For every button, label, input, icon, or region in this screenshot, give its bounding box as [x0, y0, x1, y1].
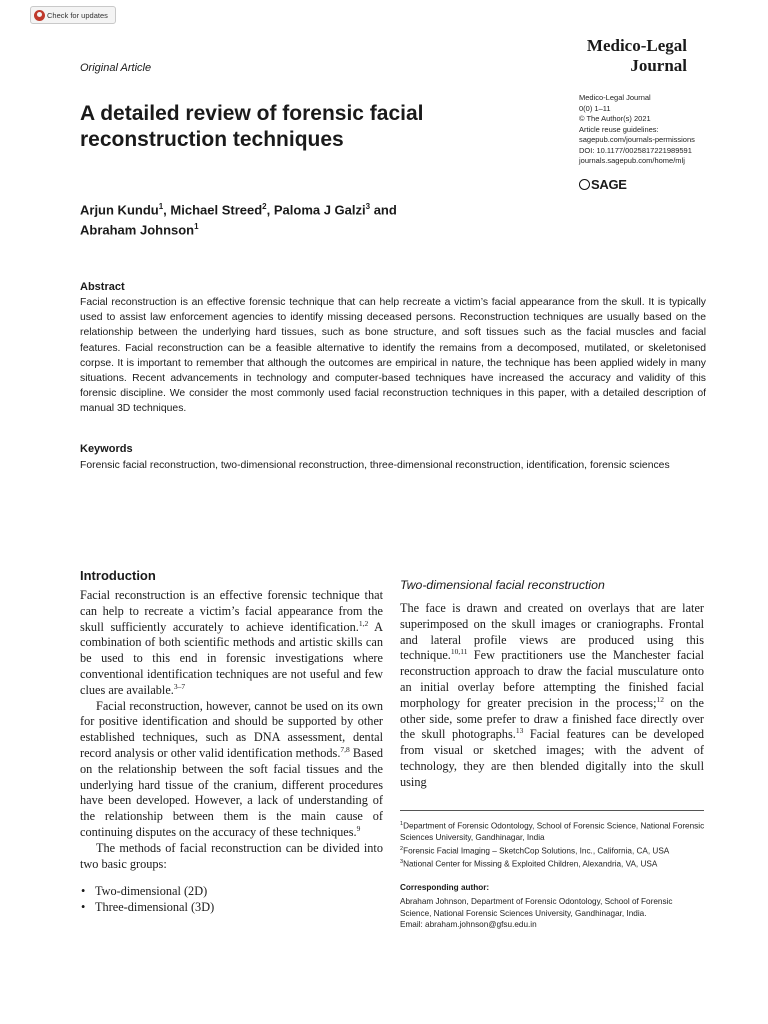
- author-separator: and: [370, 202, 397, 218]
- introduction-heading: Introduction: [80, 568, 156, 583]
- citation-ref[interactable]: 9: [356, 823, 361, 833]
- affiliation-item: [400, 819, 720, 844]
- corresponding-author-address: Abraham Johnson, Department of Forensic Odontology, School of Forensic Science, National Forensic Sciences University, Gandhinagar, India.: [400, 897, 673, 918]
- affiliation-number: 2: [400, 845, 404, 852]
- author-name[interactable]: Paloma J Galzi: [273, 202, 366, 218]
- meta-volume: 0(0) 1–11: [579, 103, 611, 113]
- two-d-paragraph: [400, 601, 704, 791]
- paragraph-text: A combination of both scientific methods and artistic skills can be used to this end in forensic investigations where conventional identification techniques are not useful and few clues are available.: [80, 619, 383, 697]
- affiliation-item: [400, 857, 720, 870]
- affiliations: [400, 819, 720, 870]
- citation-ref[interactable]: 7,8: [340, 744, 350, 754]
- corresponding-author-heading: Corresponding author:: [400, 883, 490, 892]
- affiliation-text: Department of Forensic Odontology, School of Forensic Science, National Forensic Sciences University, Gandhinagar, India: [400, 821, 705, 843]
- author-name[interactable]: Abraham Johnson: [80, 222, 195, 238]
- author-affiliation-ref: 3: [365, 202, 371, 211]
- method-groups-list: [80, 884, 383, 916]
- check-for-updates-label: Check for updates: [47, 11, 108, 20]
- sage-mark-icon: [579, 179, 590, 190]
- affiliation-text: Forensic Facial Imaging – SketchCop Solutions, Inc., California, CA, USA: [403, 846, 670, 856]
- corresponding-author-email[interactable]: Email: abraham.johnson@gfsu.edu.in: [400, 920, 537, 929]
- intro-paragraph-3: The methods of facial reconstruction can be divided into two basic groups:: [80, 840, 383, 871]
- paragraph-text: Facial reconstruction, however, cannot be used on its own for positive identification and should be supported by other established techniques, such as DNA assessment, dental record analysis or other valid identification methods.: [80, 698, 383, 760]
- keywords-text: Forensic facial reconstruction, two-dimensional reconstruction, three-dimensional reconstruction, identification, forensic sciences: [80, 460, 670, 471]
- citation-ref[interactable]: 13: [515, 726, 524, 736]
- paragraph-text: Facial reconstruction is an effective forensic technique that can help to recreate a victim’s facial appearance from the skull sufficiently accurately to achieve identification.: [80, 588, 383, 634]
- left-column: [80, 588, 383, 916]
- citation-ref[interactable]: 1,2: [358, 618, 369, 628]
- citation-ref[interactable]: 12: [656, 694, 665, 704]
- author-affiliation-ref: 1: [194, 222, 199, 232]
- meta-journal-link[interactable]: journals.sagepub.com/home/mlj: [579, 156, 685, 165]
- two-d-subheading: Two-dimensional facial reconstruction: [400, 578, 605, 592]
- right-column: [400, 601, 704, 791]
- author-affiliation-ref: 1: [158, 202, 164, 211]
- abstract-heading: Abstract: [80, 281, 125, 293]
- sage-logo: [579, 177, 627, 192]
- author-list: [80, 198, 500, 239]
- paragraph-text: Facial features can be developed from visual or sketched images; with the advent of technology, they are then blended digitally into the skull using: [400, 727, 704, 789]
- paragraph-text: The face is drawn and created on overlays that are later superimposed on the skull images or craniographs. Frontal and lateral profile views are produced using this technique.: [400, 601, 704, 663]
- meta-reuse-label: Article reuse guidelines:: [579, 124, 659, 134]
- author-affiliation-ref: 2: [262, 202, 267, 211]
- paragraph-text: Few practitioners use the Manchester facial reconstruction approach to draw the facial musculature onto an initial overlay before attempting the finished facial morphology for greater precision in the process;: [400, 648, 704, 710]
- paragraph-text: on the other side, some prefer to draw a finished face directly over the skull photographs.: [400, 695, 704, 742]
- affiliation-text: National Center for Missing & Exploited Children, Alexandria, VA, USA: [403, 859, 658, 869]
- article-title: A detailed review of forensic facial reconstruction techniques: [80, 102, 424, 151]
- journal-name-line1: Medico-Legal: [586, 36, 687, 55]
- affiliation-number: 3: [400, 858, 404, 865]
- citation-ref[interactable]: 3–7: [173, 681, 186, 691]
- affiliation-number: 1: [400, 821, 404, 827]
- corresponding-author-details: [400, 896, 705, 931]
- intro-paragraph-2: [80, 699, 383, 841]
- paragraph-text: Based on the relationship between the soft facial tissues and the underlying hard tissue of the cranium, different procedures have been developed. However, a lack of understanding of the relationship between them is the main cause of continuing disputes on the accuracy of these techniques.: [80, 745, 383, 839]
- publication-meta: [579, 93, 729, 167]
- journal-name: [487, 36, 687, 76]
- author-separator: ,: [266, 202, 274, 218]
- affiliation-item: [400, 844, 720, 857]
- intro-paragraph-1: [80, 588, 383, 699]
- meta-copyright: © The Author(s) 2021: [579, 114, 651, 123]
- meta-journal: Medico-Legal Journal: [579, 93, 651, 102]
- sage-logo-text: SAGE: [591, 177, 627, 192]
- crossmark-icon: [34, 10, 45, 21]
- meta-doi[interactable]: DOI: 10.1177/0025817221989591: [579, 145, 692, 155]
- journal-name-line2: Journal: [630, 56, 687, 75]
- meta-permissions-link[interactable]: sagepub.com/journals-permissions: [579, 135, 695, 144]
- check-for-updates-button[interactable]: [30, 6, 116, 24]
- keywords-heading: Keywords: [80, 443, 133, 455]
- author-name[interactable]: Arjun Kundu: [80, 202, 159, 218]
- list-item: • Three-dimensional (3D): [80, 900, 383, 916]
- footnote-divider: [400, 810, 704, 811]
- author-name[interactable]: Michael Streed: [170, 202, 263, 218]
- list-item: • Two-dimensional (2D): [80, 884, 383, 900]
- article-type: Original Article: [80, 62, 152, 74]
- author-separator: ,: [163, 202, 171, 218]
- citation-ref[interactable]: 10,11: [450, 647, 468, 657]
- abstract-text: Facial reconstruction is an effective forensic technique that can help recreate a victim’s facial appearance from the skull. It is typically used to assist law enforcement agencies to identify missing deceased persons. Reconstruction techniques are usually based on the relationship between the underlying hard tissues, such as bone structure, and soft tissues such as the facial muscles and facial features. Facial reconstruction can be a feasible alternative to identify the remains from a decomposed, mutilated, or skeletonised corpse. It is important to remember that although the outcomes are empirical in nature, the technique has been applied widely in many situations. Recent advancements in technology and computer-based techniques have increased the accuracy and validity of this forensic discipline. We consider the most commonly used facial reconstruction techniques in this paper, with a detailed description of manual 3D techniques.: [80, 297, 706, 415]
